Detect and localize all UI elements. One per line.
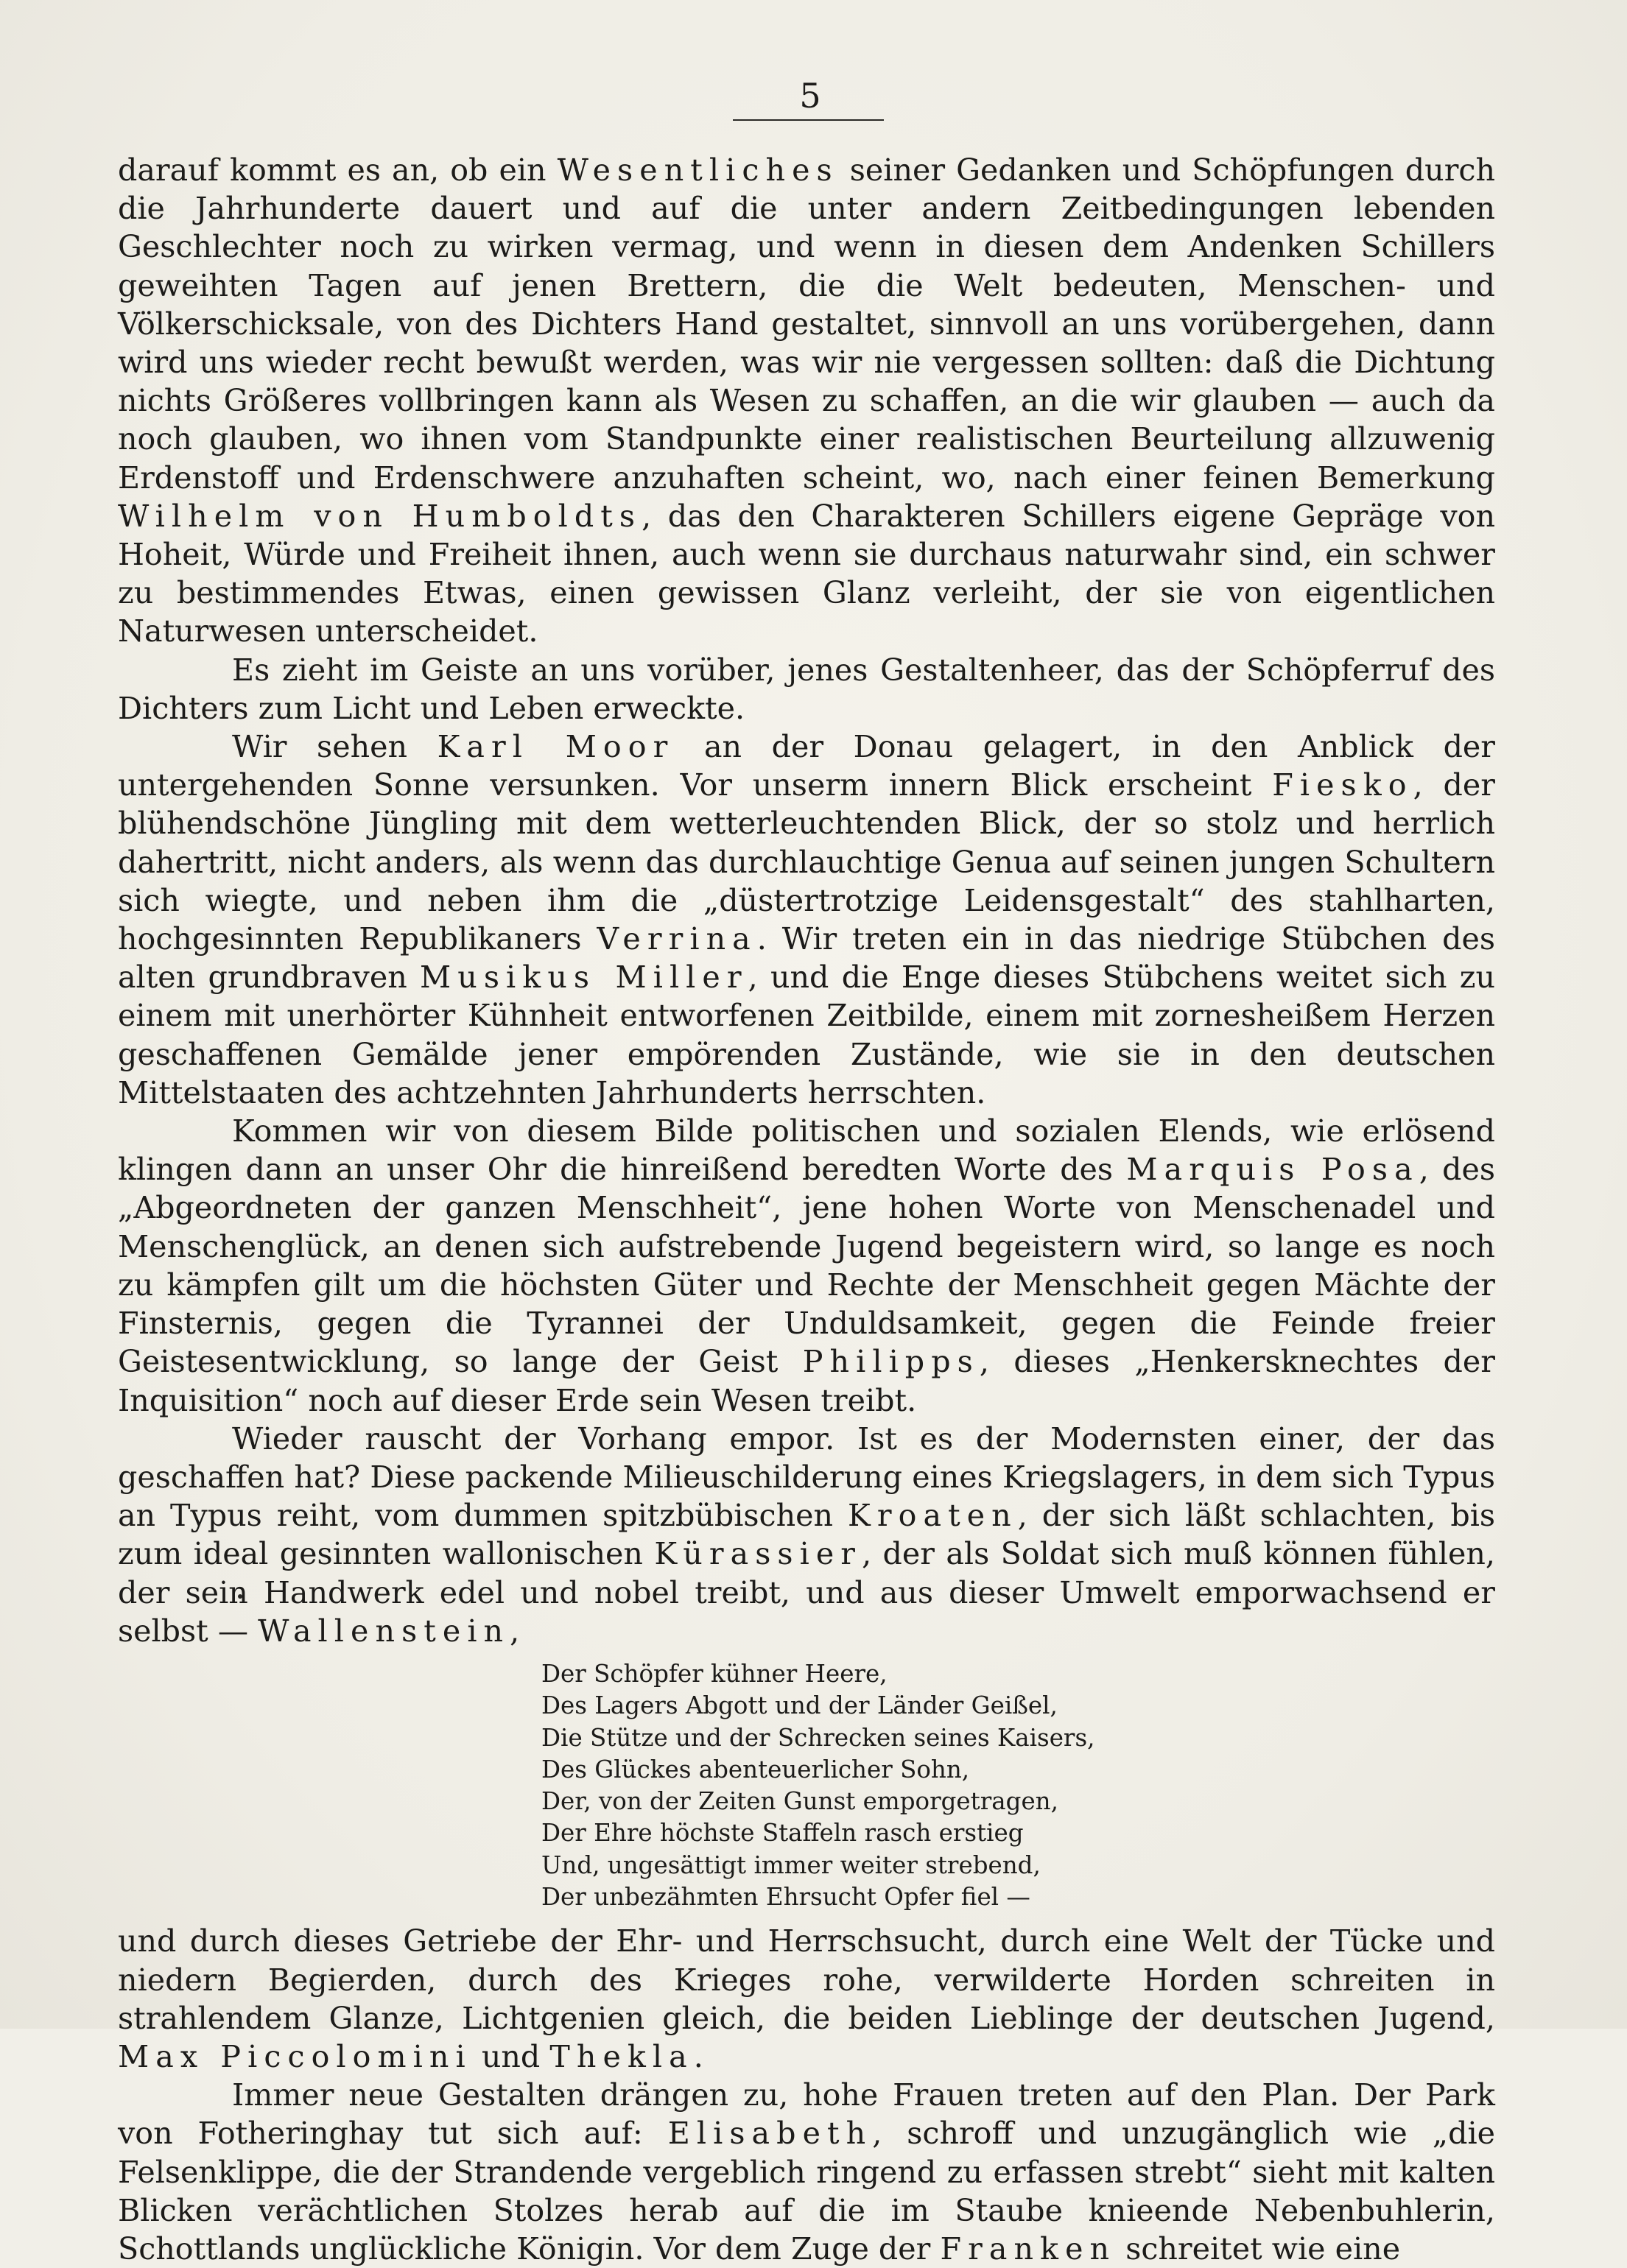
text-run: Kommen wir von diesem Bilde politischen und sozialen Elends, wie erlösend klingen dann an unser Ohr die hinreißend beredten Worte des <box>118 1113 1495 1188</box>
paragraph <box>118 2076 1495 2268</box>
paragraph <box>118 651 1495 728</box>
text-run: an der Donau gelagert, in den Anblick der untergehenden Sonne versunken. Vor unserm innern Blick erscheint <box>118 729 1495 803</box>
text-run: , der blühendschöne Jüngling mit dem wetterleuchtenden Blick, der so stolz und herrlich dahertritt, nicht anders, als wenn das durchlauchtige Genua auf seinen jungen Schultern sich wiegte, und neben ihm die „düstertrotzige Leidensgestalt“ des stahlharten, hochgesinnten Republikaners <box>118 767 1495 957</box>
emphasized-name: Philipps <box>802 1344 980 1380</box>
text-run: , <box>510 1613 520 1649</box>
text-run: . Wir treten ein in das niedrige Stübchen des alten grundbraven <box>118 921 1495 996</box>
text-run: , und die Enge dieses Stübchens weitet sich zu einem mit unerhörter Kühnheit entworfenen Zeitbilde, einem mit zornesheißem Herzen geschaffenen Gemälde jener empörenden Zustände, wie sie in den deutschen Mittelstaaten des achtzehnten Jahrhunderts herrschten. <box>118 959 1495 1110</box>
emphasized-text: Wesentliches <box>557 152 839 188</box>
text-run: , der als Soldat sich muß können fühlen, der sein Handwerk edel und nobel treibt, und aus dieser Umwelt emporwachsend er selbst — <box>118 1536 1495 1649</box>
emphasized-name: Fiesko <box>1272 767 1413 803</box>
page-number-rule <box>733 119 884 121</box>
paragraph <box>118 1922 1495 2076</box>
verse-quotation <box>541 1658 1495 1913</box>
emphasized-name: Musikus Miller <box>420 959 748 996</box>
text-run: und durch dieses Getriebe der Ehr- und Herrschsucht, durch eine Welt der Tücke und niedern Begierden, durch des Krieges rohe, verwilderte Horden schreiten in strahlendem Glanze, Lichtgenien gleich, die beiden Lieblinge der deutschen Jugend, <box>118 1923 1495 2036</box>
verse-line: Des Lagers Abgott und der Länder Geißel, <box>541 1691 1058 1720</box>
page-number: 5 <box>799 76 821 116</box>
paragraph <box>118 728 1495 1112</box>
text-run: Es zieht im Geiste an uns vorüber, jenes Gestaltenheer, das der Schöpferruf des Dichters zum Licht und Leben erweckte. <box>118 652 1495 726</box>
text-run: , schroff und unzugänglich wie „die Felsenklippe, die der Strandende vergeblich ringend zu erfassen strebt“ sieht mit kalten Blicken verächtlichen Stolzes herab auf die im Staube knieende Nebenbuhlerin, Schottlands unglückliche Königin. Vor dem Zuge der <box>118 2116 1495 2267</box>
text-run: und <box>471 2038 550 2074</box>
emphasized-name: Wilhelm von Humboldts <box>118 498 642 534</box>
text-run: , dieses „Henkersknechtes der Inquisition“ noch auf dieser Erde sein Wesen treibt. <box>118 1344 1495 1418</box>
emphasized-name: Thekla <box>549 2038 694 2074</box>
emphasized-name: Wallenstein <box>258 1613 510 1649</box>
text-run: , das den Charakteren Schillers eigene Gepräge von Hoheit, Würde und Freiheit ihnen, auch wenn sie durchaus naturwahr sind, ein schwer zu bestimmendes Etwas, einen gewissen Glanz verleiht, der sie von eigentlichen Naturwesen unterscheidet. <box>118 498 1495 649</box>
text-run: Wir sehen <box>232 729 438 765</box>
paragraph <box>118 1420 1495 1650</box>
verse-line: Der Ehre höchste Staffeln rasch erstieg <box>541 1819 1024 1848</box>
emphasized-name: Marquis Posa <box>1126 1152 1419 1188</box>
text-run: schreitet wie eine <box>1116 2230 1401 2267</box>
body-text <box>118 151 1495 2268</box>
emphasized-name: Karl Moor <box>437 729 675 765</box>
text-run: seiner Gedanken und Schöpfungen durch die Jahrhunderte dauert und auf die unter andern Zeitbedingungen lebenden Geschlechter noch zu wirken vermag, und wenn in diesen dem Andenken Schillers geweihten Tagen auf jenen Brettern, die die Welt bedeuten, Menschen- und Völkerschicksale, von des Dichters Hand gestaltet, sinnvoll an uns vorübergehen, dann wird uns wieder recht bewußt werden, was wir nie vergessen sollten: daß die Dichtung nichts Größeres vollbringen kann als Wesen zu schaffen, an die wir glauben — auch da noch glauben, wo ihnen vom Standpunkte einer realistischen Beurteilung allzuwenig Erdenstoff und Erdenschwere anzuhaften scheint, wo, nach einer feinen Bemerkung <box>118 152 1495 496</box>
text-run: darauf kommt es an, ob ein <box>118 152 558 188</box>
paragraph <box>118 1112 1495 1420</box>
verse-line: Die Stütze und der Schrecken seines Kaisers, <box>541 1723 1095 1752</box>
emphasized-name: Franken <box>940 2230 1117 2267</box>
text-run: , der sich läßt schlachten, bis zum ideal gesinnten wallonischen <box>118 1498 1496 1572</box>
verse-line: Der Schöpfer kühner Heere, <box>541 1659 888 1688</box>
emphasized-name: Kürassier <box>654 1536 862 1572</box>
emphasized-name: Verrina <box>597 921 757 957</box>
text-run: . <box>693 2038 703 2074</box>
text-run: , des „Abgeordneten der ganzen Menschheit“, jene hohen Worte von Menschenadel und Menschenglück, an denen sich aufstrebende Jugend begeistern wird, so lange es noch zu kämpfen gilt um die höchsten Güter und Rechte der Menschheit gegen Mächte der Finsternis, gegen die Tyrannei der Unduldsamkeit, gegen die Feinde freier Geistesentwicklung, so lange der Geist <box>118 1152 1495 1380</box>
paragraph <box>118 151 1495 651</box>
verse-line: Und, ungesättigt immer weiter strebend, <box>541 1850 1041 1879</box>
text-run: Wieder rauscht der Vorhang empor. Ist es der Modernsten einer, der das geschaffen hat? Diese packende Milieuschilderung eines Kriegslagers, in dem sich Typus an Typus reiht, vom dummen spitzbübischen <box>118 1420 1495 1534</box>
emphasized-name: Max Piccolomini <box>118 2038 472 2074</box>
verse-line: Der, von der Zeiten Gunst emporgetragen, <box>541 1787 1058 1816</box>
emphasized-name: Kroaten <box>848 1498 1018 1534</box>
verse-line: Des Glückes abenteuerlicher Sohn, <box>541 1755 970 1783</box>
emphasized-name: Elisabeth <box>667 2116 873 2152</box>
text-run: Immer neue Gestalten drängen zu, hohe Frauen treten auf den Plan. Der Park von Fotheringhay tut sich auf: <box>118 2077 1495 2152</box>
verse-line: Der unbezähmten Ehrsucht Opfer fiel — <box>541 1883 1030 1911</box>
